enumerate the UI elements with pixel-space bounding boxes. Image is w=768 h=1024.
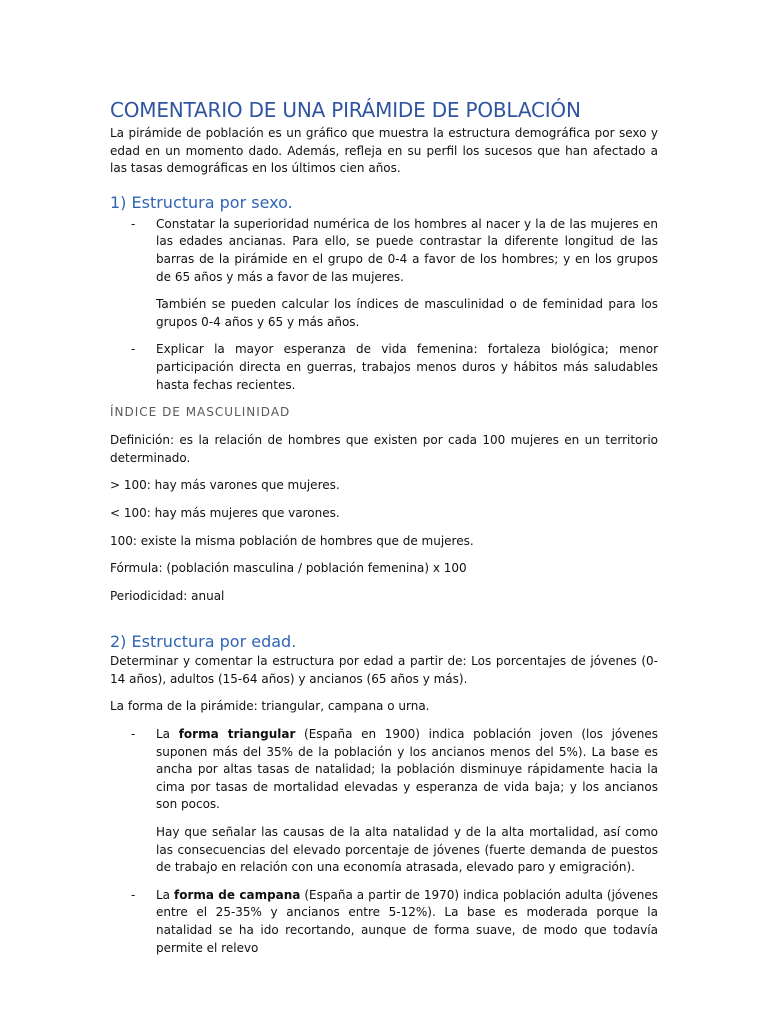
list-item-note: Hay que señalar las causas de la alta natalidad y de la alta mortalidad, así como las consecuencias del elevado porcentaje de jóvenes (fuerte demanda de puestos de trabajo en relación con una economía atrasada, elevado paro y emigración). <box>156 825 658 875</box>
bullet-dash: - <box>131 727 136 742</box>
list-item-note: También se pueden calcular los índices de masculinidad o de feminidad para los grupos 0-4 años y 65 y más años. <box>156 297 658 329</box>
forms-paragraph: La forma de la pirámide: triangular, campana o urna. <box>110 699 430 714</box>
text-run: (España en 1900) indica población joven (los jóvenes suponen más del 35% de la población y los ancianos menos del 5%). La base es ancha por altas tasas de natalidad; la población disminuye rápidamente hacia la cima por tasas de mortalidad elevadas y esperanza de vida baja; y los ancianos son pocos. <box>156 727 658 812</box>
section-heading-sexo: 1) Estructura por sexo. <box>110 192 293 212</box>
document-page <box>110 95 658 957</box>
formula-paragraph: Fórmula: (población masculina / población femenina) x 100 <box>110 561 467 576</box>
list-item-text <box>156 887 658 957</box>
bold-term-campana: forma de campana <box>174 887 301 902</box>
list-item <box>110 887 658 957</box>
subheading-indice: ÍNDICE DE MASCULINIDAD <box>110 405 291 420</box>
list-item <box>110 216 658 286</box>
list-item <box>110 726 658 814</box>
intro-paragraph: La pirámide de población es un gráfico que muestra la estructura demográfica por sexo y edad en un momento dado. Además, refleja en su perfil los sucesos que han afectado a las tasas demográficas en los últimos cien años. <box>110 126 658 176</box>
rule-equal: 100: existe la misma población de hombres que de mujeres. <box>110 533 474 548</box>
list-item-text: Explicar la mayor esperanza de vida femenina: fortaleza biológica; menor participación directa en guerras, trabajos menos duros y hábitos más saludables hasta fechas recientes. <box>156 342 658 392</box>
rule-greater: > 100: hay más varones que mujeres. <box>110 478 340 493</box>
text-run: (España a partir de 1970) indica población adulta (jóvenes entre el 25-35% y ancianos entre 5-12%). La base es moderada porque la natalidad se ha ido recortando, aunque de forma suave, de modo que todavía permite el relevo <box>156 887 658 955</box>
text-run: La <box>156 887 174 902</box>
rule-less: < 100: hay más mujeres que varones. <box>110 505 340 520</box>
text-run: La <box>156 727 179 742</box>
list-item-text <box>156 726 658 814</box>
periodicity-paragraph: Periodicidad: anual <box>110 588 225 603</box>
bold-term-triangular: forma triangular <box>178 727 296 742</box>
section2-intro: Determinar y comentar la estructura por edad a partir de: Los porcentajes de jóvenes (0-14 años), adultos (15-64 años) y ancianos (65 años y más). <box>110 654 658 686</box>
definition-paragraph: Definición: es la relación de hombres que existen por cada 100 mujeres en un territorio determinado. <box>110 433 658 465</box>
list-item <box>110 341 658 394</box>
bullet-dash: - <box>131 216 136 231</box>
page-title: COMENTARIO DE UNA PIRÁMIDE DE POBLACIÓN <box>110 98 581 122</box>
section-heading-edad: 2) Estructura por edad. <box>110 632 297 652</box>
bullet-dash: - <box>131 342 136 357</box>
bullet-dash: - <box>131 887 136 902</box>
list-item-text: Constatar la superioridad numérica de los hombres al nacer y la de las mujeres en las edades ancianas. Para ello, se puede contrastar la diferente longitud de las barras de la pirámide en el grupo de 0-4 a favor de los hombres; y en los grupos de 65 años y más a favor de las mujeres. <box>156 216 658 284</box>
